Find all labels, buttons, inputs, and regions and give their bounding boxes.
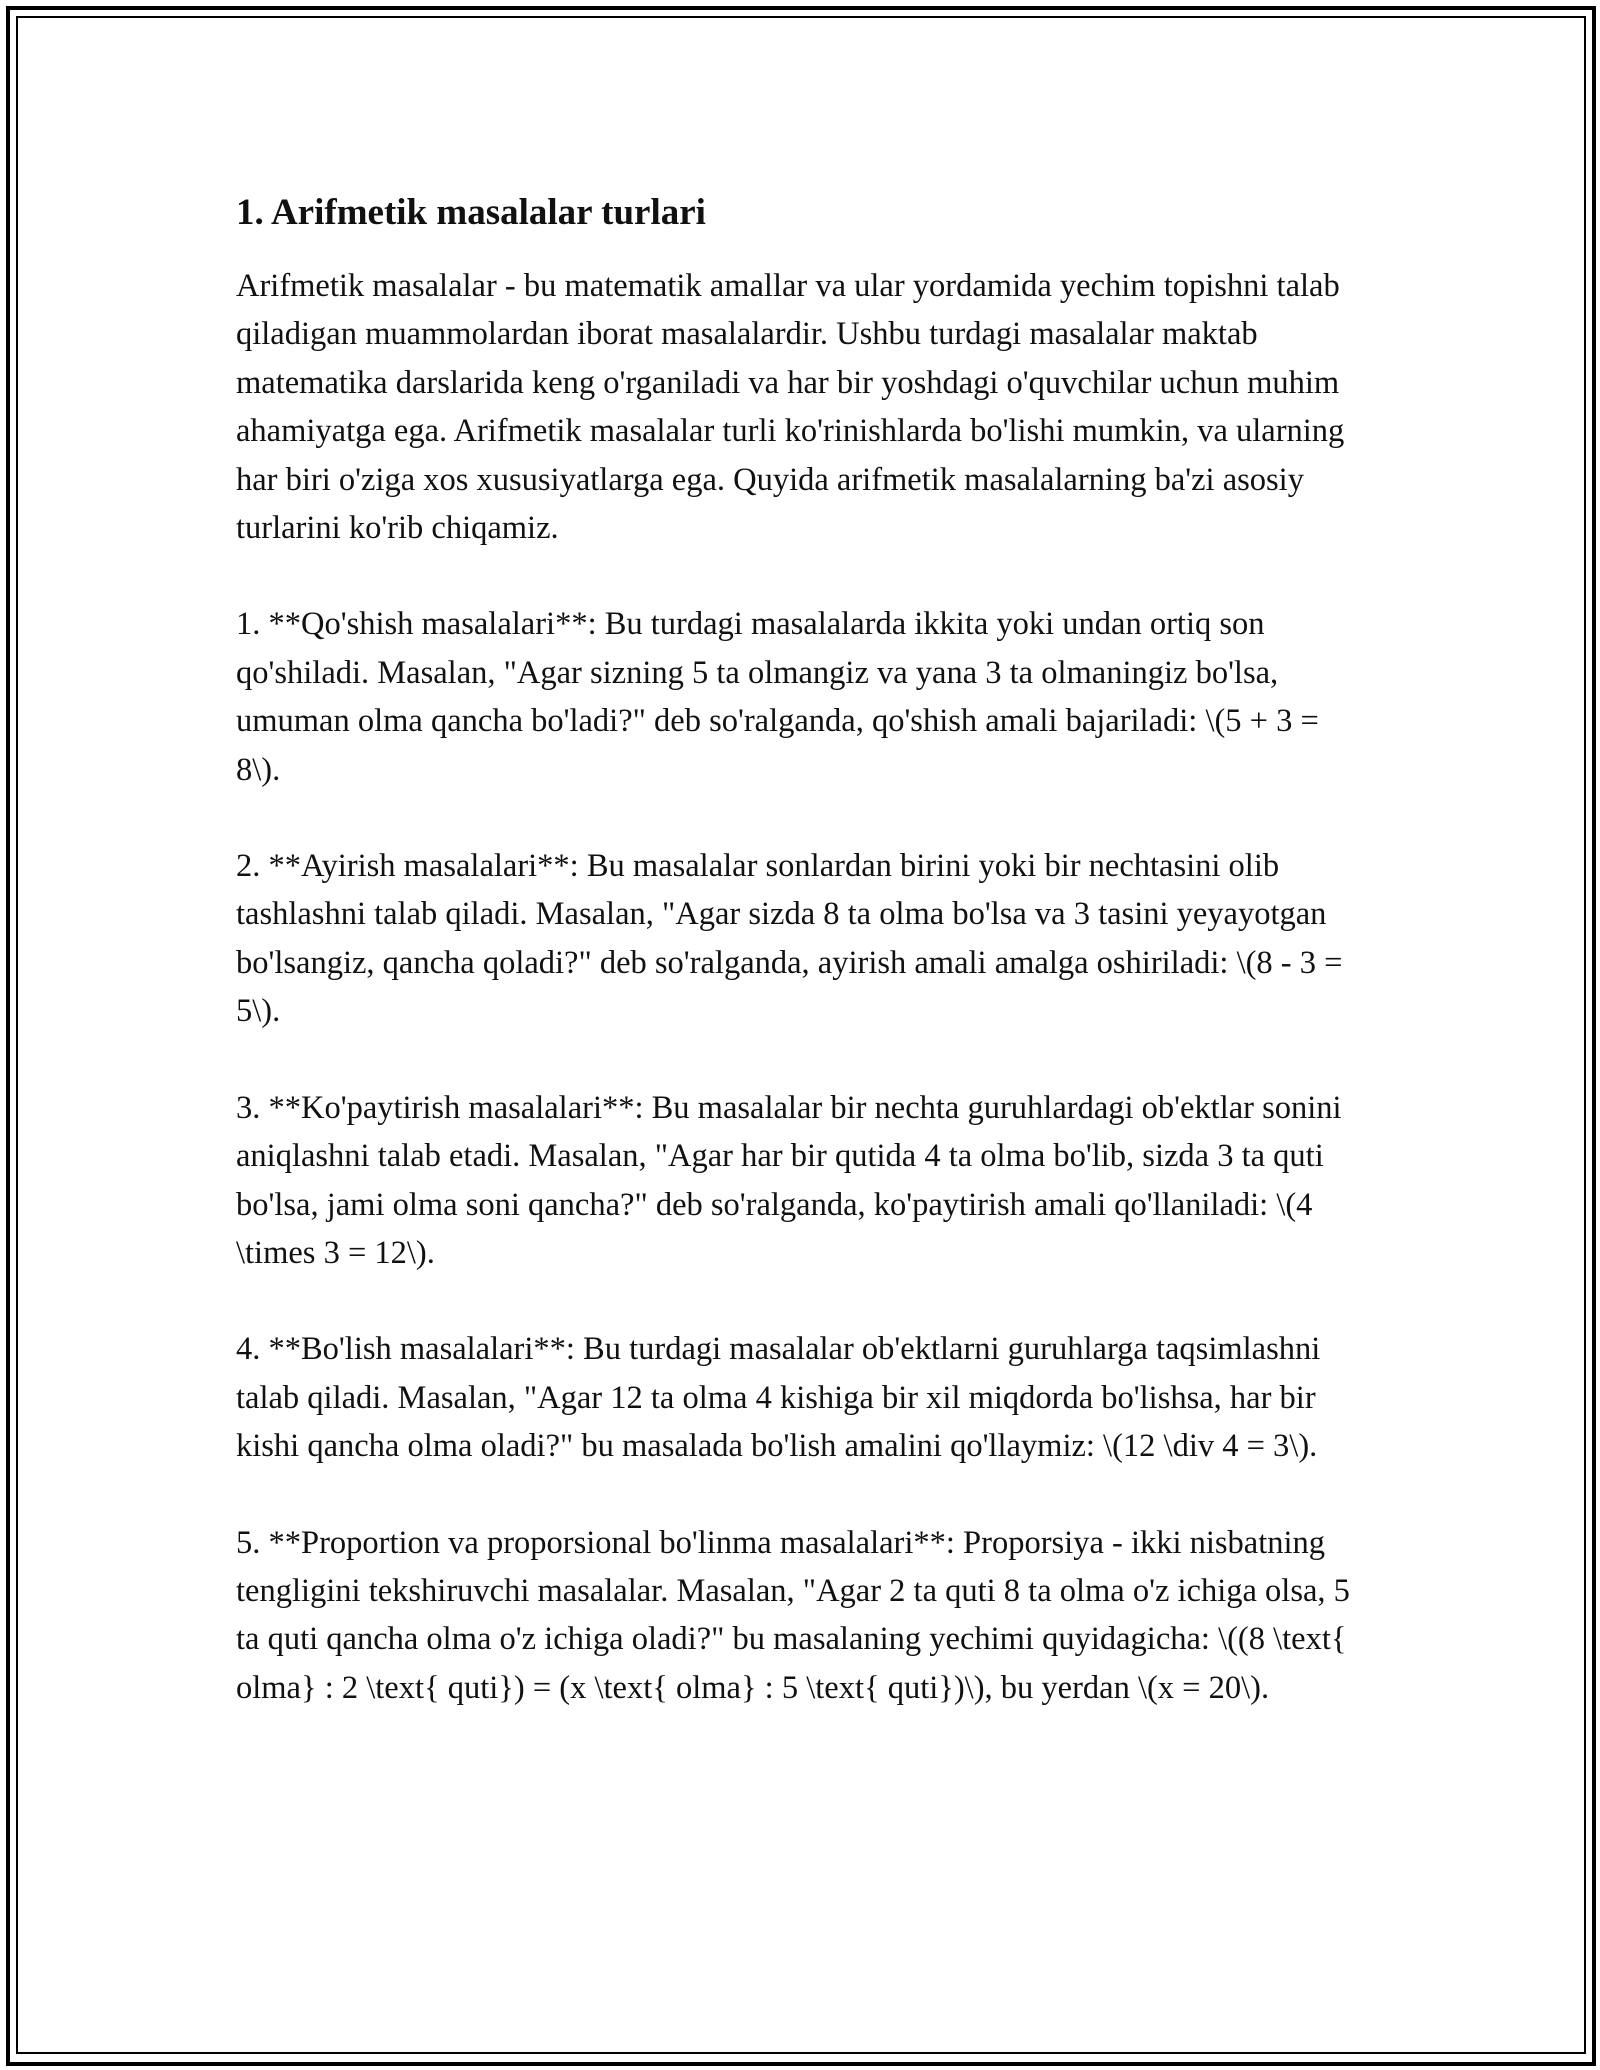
intro-paragraph: Arifmetik masalalar - bu matematik amallar va ular yordamida yechim topishni talab qiladigan muammolardan iborat masalalardir. Ushbu turdagi masalalar maktab matematika darslarida keng o'rganiladi va har bir yoshdagi o'quvchilar uchun muhim ahamiyatga ega. Arifmetik masalalar turli ko'rinishlarda bo'lishi mumkin, va ularning har biri o'ziga xos xususiyatlarga ega. Quyida arifmetik masalalarning ba'zi asosiy turlarini ko'rib chiqamiz. xyxy=(236,268,1345,547)
subtraction-paragraph: 2. **Ayirish masalalari**: Bu masalalar sonlardan birini yoki bir nechtasini olib tashlashni talab qiladi. Masalan, "Agar sizda 8 ta olma bo'lsa va 3 tasini yeyayotgan bo'lsangiz, qancha qoladi?" deb so'ralganda, ayirish amali amalga oshiriladi: \(8 - 3 = 5\). xyxy=(236,848,1343,1030)
document-body xyxy=(236,186,1366,1760)
section-heading: 1. Arifmetik masalalar turlari xyxy=(236,192,706,233)
division-paragraph: 4. **Bo'lish masalalari**: Bu turdagi masalalar ob'ektlarni guruhlarga taqsimlashni talab qiladi. Masalan, "Agar 12 ta olma 4 kishiga bir xil miqdorda bo'lishsa, har bir kishi qancha olma oladi?" bu masalada bo'lish amalini qo'llaymiz: \(12 \div 4 = 3\). xyxy=(236,1331,1321,1465)
proportion-paragraph: 5. **Proportion va proporsional bo'linma masalalari**: Proporsiya - ikki nisbatning tengligini tekshiruvchi masalalar. Masalan, "Agar 2 ta quti 8 ta olma o'z ichiga olsa, 5 ta quti qancha olma o'z ichiga oladi?" bu masalaning yechimi quyidagicha: \((8 \text{ olma} : 2 \text{ quti}) = (x \text{ olma} : 5 \text{ quti})\), bu yerdan \(x = 20\). xyxy=(236,1524,1350,1706)
multiplication-paragraph: 3. **Ko'paytirish masalalari**: Bu masalalar bir nechta guruhlardagi ob'ektlar sonini aniqlashni talab etadi. Masalan, "Agar har bir qutida 4 ta olma bo'lib, sizda 3 ta quti bo'lsa, jami olma soni qancha?" deb so'ralganda, ko'paytirish amali qo'llaniladi: \(4 \times 3 = 12\). xyxy=(236,1089,1342,1271)
addition-paragraph: 1. **Qo'shish masalalari**: Bu turdagi masalalarda ikkita yoki undan ortiq son qo'shiladi. Masalan, "Agar sizning 5 ta olmangiz va yana 3 ta olmaningiz bo'lsa, umuman olma qancha bo'ladi?" deb so'ralganda, qo'shish amali bajariladi: \(5 + 3 = 8\). xyxy=(236,606,1319,788)
